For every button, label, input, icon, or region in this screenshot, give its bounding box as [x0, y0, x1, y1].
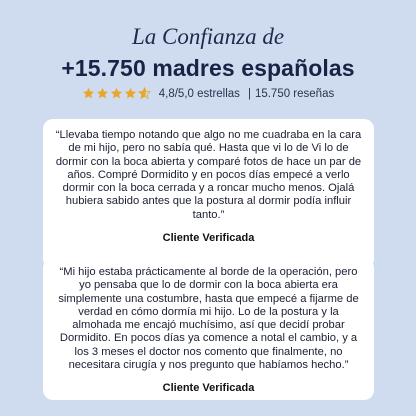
main-title: +15.750 madres españolas — [61, 55, 355, 81]
star-icon — [110, 87, 123, 100]
testimonial-quote: “Mi hijo estaba prácticamente al borde de la operación, pero yo pensaba que lo de dormir con la boca abierta era simplemente una costumbre, hasta que empecé a fijarme de verdad en cómo dormía mi hijo. Lo de la postura y la almohada me encajó muchísimo, así que decidí probar Dormidito. En pocos días ya comence a notal el cambio, y a los 3 meses el doctor nos comento que finalmente, no necesitara cirugía y nos pregunto que habíamos hecho.” — [58, 266, 359, 372]
rating-score: 4,8/5,0 estrellas — [158, 87, 240, 100]
rating-separator: | — [247, 87, 251, 100]
half-star-icon — [138, 87, 151, 100]
script-title: La Confianza de — [131, 24, 285, 49]
testimonial-quote: “Llevaba tiempo notando que algo no me cuadraba en la cara de mi hijo, pero no sabía qué. Hasta que vi lo de Vi lo de dormir con la boca abierta y comparé fotos de hace un par de años. Compré Dormidito y en pocos días empecé a verlo dormir con la boca cerrada y a roncar mucho menos. Ojalá hubiera sabido antes que la postura al dormir podía influir tanto.” — [55, 129, 362, 221]
review-count: 15.750 reseñas — [254, 87, 335, 100]
testimonial-author: Cliente Verificada — [162, 382, 255, 395]
star-icon — [124, 87, 137, 100]
star-icon — [96, 87, 109, 100]
testimonial-card — [43, 258, 374, 400]
star-icon — [82, 87, 95, 100]
testimonial-card — [43, 119, 374, 269]
header — [0, 24, 416, 82]
rating-row — [0, 87, 416, 100]
star-rating — [82, 87, 151, 100]
testimonial-author: Cliente Verificada — [162, 232, 255, 245]
